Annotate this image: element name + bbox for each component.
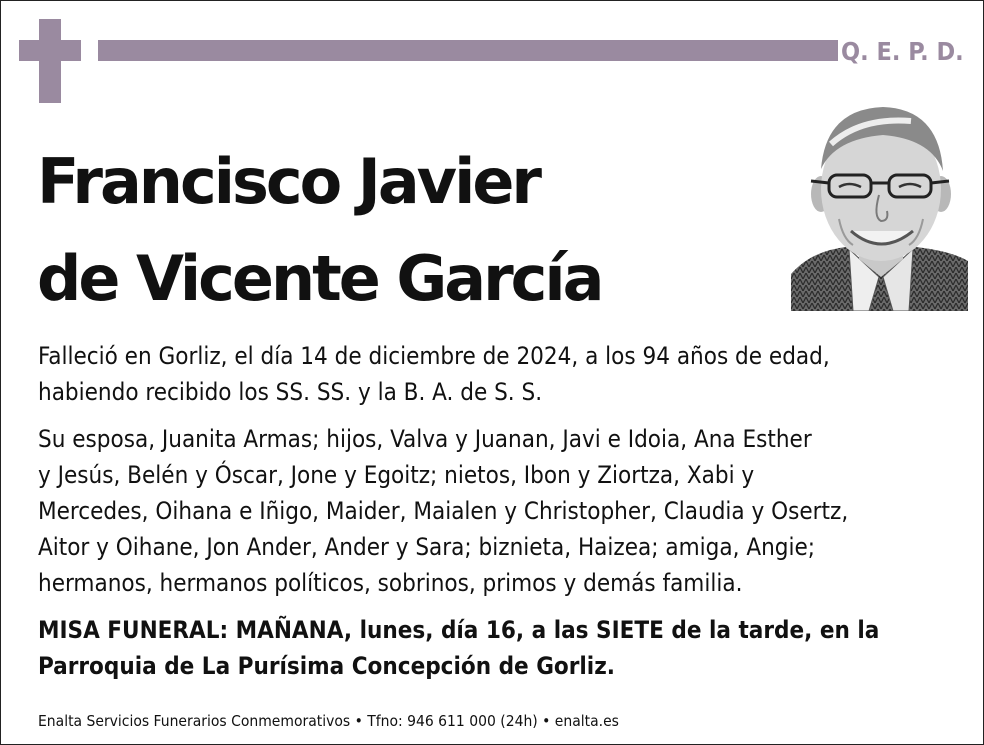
- death-statement: [38, 338, 948, 410]
- family-line-1: Su esposa, Juanita Armas; hijos, Valva y Juanan, Javi e Idoia, Ana Esther: [38, 425, 812, 453]
- family-list: [38, 421, 948, 601]
- family-line-2: y Jesús, Belén y Óscar, Jone y Egoitz; nietos, Ibon y Ziortza, Xabi y: [38, 461, 755, 489]
- name-line-1: Francisco Javier: [37, 145, 539, 218]
- name-line-2: de Vicente García: [37, 242, 602, 315]
- funeral-mass-announcement: [38, 612, 948, 684]
- family-line-4: Aitor y Oihane, Jon Ander, Ander y Sara; biznieta, Haizea; amiga, Angie;: [38, 533, 816, 561]
- family-line-5: hermanos, hermanos políticos, sobrinos, primos y demás familia.: [38, 569, 743, 597]
- qepd-label: Q. E. P. D.: [841, 37, 964, 66]
- cross-icon: [39, 19, 61, 103]
- cross-icon-bar: [19, 40, 81, 61]
- mass-line-2: Parroquia de La Purísima Concepción de Gorliz.: [38, 652, 615, 680]
- deceased-name: [37, 133, 602, 327]
- family-line-3: Mercedes, Oihana e Iñigo, Maider, Maialen y Christopher, Claudia y Osertz,: [38, 497, 849, 525]
- header-rule: [98, 40, 838, 61]
- portrait-photo: [791, 99, 968, 311]
- funeral-home-footer: Enalta Servicios Funerarios Conmemorativos • Tfno: 946 611 000 (24h) • enalta.es: [38, 712, 619, 730]
- death-line-2: habiendo recibido los SS. SS. y la B. A. de S. S.: [38, 378, 543, 406]
- death-line-1: Falleció en Gorliz, el día 14 de diciembre de 2024, a los 94 años de edad,: [38, 342, 830, 370]
- portrait-image: [791, 99, 968, 311]
- mass-line-1: MISA FUNERAL: MAÑANA, lunes, día 16, a las SIETE de la tarde, en la: [38, 616, 880, 644]
